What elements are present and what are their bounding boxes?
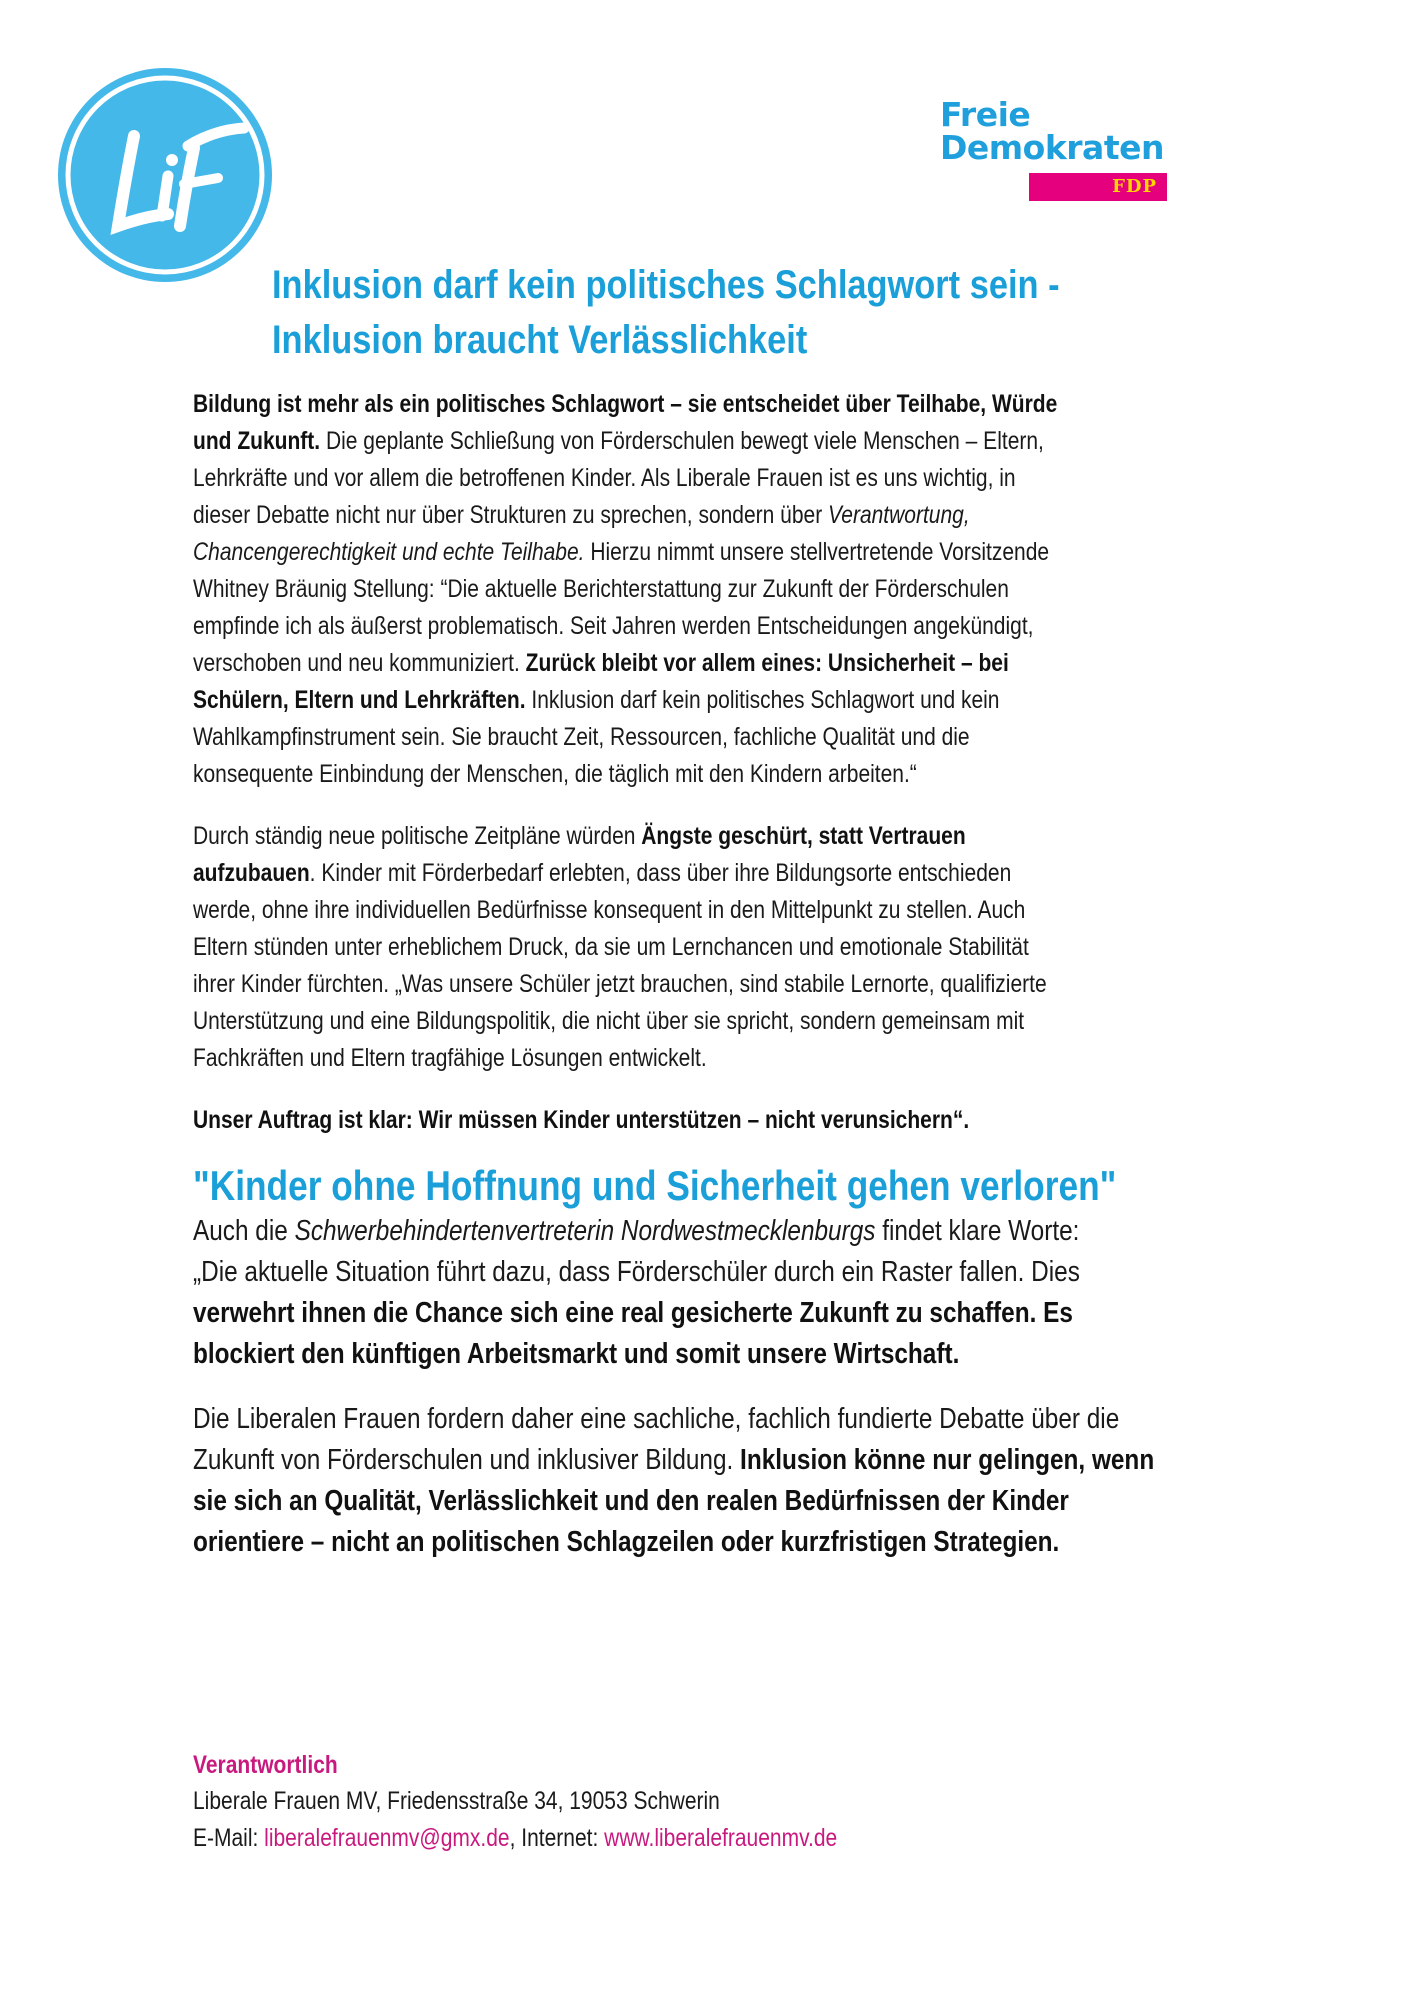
- footer-heading: Verantwortlich: [193, 1751, 338, 1779]
- text-italic: Chancengerechtigkeit und echte Teilhabe.: [193, 538, 585, 566]
- text-bold: und Zukunft.: [193, 427, 321, 455]
- text-bold: orientiere – nicht an politischen Schlagzeilen oder kurzfristigen Strategien.: [193, 1526, 1060, 1558]
- lif-logo: [56, 66, 274, 284]
- text: . Kinder mit Förderbedarf erlebten, dass über ihre Bildungsorte entschieden: [309, 859, 1012, 887]
- text-bold: Zurück bleibt vor allem eines: Unsicherheit – bei: [525, 649, 1009, 677]
- footer-contact: [193, 1820, 837, 1857]
- subheading: "Kinder ohne Hoffnung und Sicherheit gehen verloren": [193, 1162, 1117, 1209]
- fdp-logo-line1: Freie: [940, 95, 1031, 134]
- fdp-logo-line2: Demokraten: [940, 128, 1164, 167]
- text: Wahlkampfinstrument sein. Sie braucht Zeit, Ressourcen, fachliche Qualität und die: [193, 723, 970, 751]
- text: Inklusion darf kein politisches Schlagwort und kein: [525, 686, 1000, 714]
- title-line-1: Inklusion darf kein politisches Schlagwort sein -: [272, 263, 1060, 307]
- page-title: [272, 258, 1132, 368]
- text-bold: blockiert den künftigen Arbeitsmarkt und somit unsere Wirtschaft.: [193, 1338, 960, 1370]
- paragraph-1: [193, 386, 1251, 793]
- paragraph-3: [193, 1102, 1251, 1139]
- text: Zukunft von Förderschulen und inklusiver Bildung.: [193, 1444, 741, 1476]
- text: Unterstützung und eine Bildungspolitik, die nicht über sie spricht, sondern gemeinsam mit: [193, 1007, 1025, 1035]
- internet-label: , Internet:: [509, 1824, 605, 1852]
- text: Lehrkräfte und vor allem die betroffenen Kinder. Als Liberale Frauen ist es uns wichtig, in: [193, 464, 1016, 492]
- text: verschoben und neu kommuniziert.: [193, 649, 526, 677]
- text-bold: sie sich an Qualität, Verlässlichkeit und den realen Bedürfnissen der Kinder: [193, 1485, 1069, 1517]
- fdp-logo: [940, 95, 1180, 208]
- footer: [193, 1748, 837, 1857]
- text: Eltern stünden unter erheblichem Druck, da sie um Lernchancen und emotionale Stabilität: [193, 933, 1029, 961]
- fdp-badge-text: FDP: [1112, 176, 1157, 197]
- title-line-2: Inklusion braucht Verlässlichkeit: [272, 318, 808, 362]
- text: Die Liberalen Frauen fordern daher eine sachliche, fachlich fundierte Debatte über die: [193, 1403, 1120, 1435]
- text: werde, ohne ihre individuellen Bedürfnisse konsequent in den Mittelpunkt zu stellen. Auch: [193, 896, 1026, 924]
- text: empfinde ich als äußerst problematisch. Seit Jahren werden Entscheidungen angekündigt,: [193, 612, 1034, 640]
- text-bold: verwehrt ihnen die Chance sich eine real gesicherte Zukunft zu schaffen. Es: [193, 1297, 1073, 1329]
- text: Whitney Bräunig Stellung: “Die aktuelle Berichterstattung zur Zukunft der Förderschulen: [193, 575, 1009, 603]
- paragraph-2: [193, 818, 1251, 1077]
- footer-address: Liberale Frauen MV, Friedensstraße 34, 19053 Schwerin: [193, 1787, 720, 1815]
- text: konsequente Einbindung der Menschen, die täglich mit den Kindern arbeiten.“: [193, 760, 917, 788]
- text: Hierzu nimmt unsere stellvertretende Vorsitzende: [584, 538, 1050, 566]
- paragraph-5: [193, 1399, 1251, 1563]
- email-label: E-Mail:: [193, 1824, 265, 1852]
- text-italic: Schwerbehindertenvertreterin Nordwestmecklenburgs: [294, 1215, 876, 1247]
- text-italic: Verantwortung,: [828, 501, 970, 529]
- text-bold: Schülern, Eltern und Lehrkräften.: [193, 686, 526, 714]
- paragraph-4: [193, 1211, 1251, 1375]
- text: „Die aktuelle Situation führt dazu, dass Förderschüler durch ein Raster fallen. Dies: [193, 1256, 1080, 1288]
- text: ihrer Kinder fürchten. „Was unsere Schüler jetzt brauchen, sind stabile Lernorte, qualifizierte: [193, 970, 1047, 998]
- text-bold: Ängste geschürt, statt Vertrauen: [641, 822, 966, 850]
- text: Auch die: [193, 1215, 295, 1247]
- text: Durch ständig neue politische Zeitpläne würden: [193, 822, 642, 850]
- text: Die geplante Schließung von Förderschulen bewegt viele Menschen – Eltern,: [320, 427, 1044, 455]
- text: dieser Debatte nicht nur über Strukturen zu sprechen, sondern über: [193, 501, 829, 529]
- email-link[interactable]: liberalefrauenmv@gmx.de: [264, 1824, 510, 1852]
- text-bold: Bildung ist mehr als ein politisches Schlagwort – sie entscheidet über Teilhabe, Würde: [193, 390, 1058, 418]
- fdp-badge: [1029, 173, 1167, 201]
- text-bold: Inklusion könne nur gelingen, wenn: [740, 1444, 1155, 1476]
- text-bold: aufzubauen: [193, 859, 310, 887]
- website-link[interactable]: www.liberalefrauenmv.de: [604, 1824, 838, 1852]
- text: Fachkräften und Eltern tragfähige Lösungen entwickelt.: [193, 1044, 707, 1072]
- text-bold: Unser Auftrag ist klar: Wir müssen Kinder unterstützen – nicht verunsichern“.: [193, 1106, 970, 1134]
- article-body: [193, 386, 1251, 1563]
- text: findet klare Worte:: [875, 1215, 1080, 1247]
